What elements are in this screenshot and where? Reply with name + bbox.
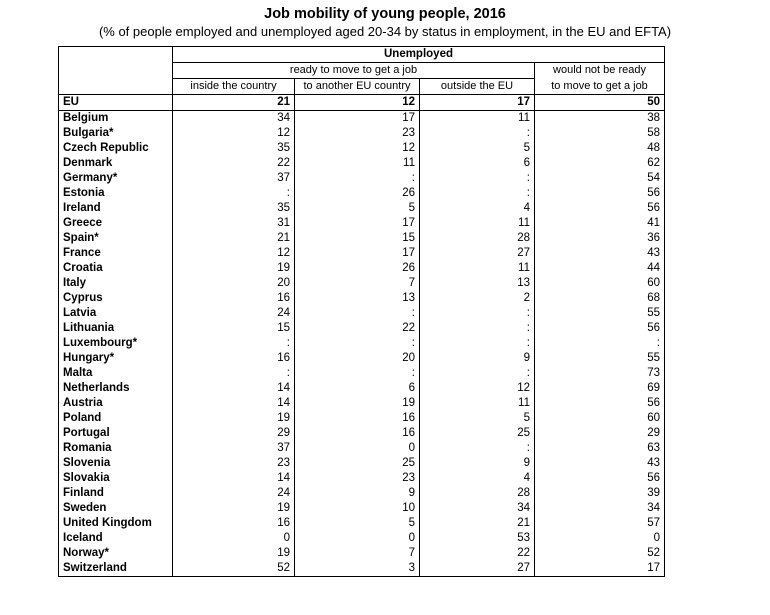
country-cell: Latvia: [59, 306, 173, 321]
outside-eu-cell: :: [420, 306, 535, 321]
outside-eu-cell: 2: [420, 291, 535, 306]
not-ready-cell: 39: [535, 486, 665, 501]
another-eu-country-cell: 13: [295, 291, 420, 306]
table-row: [59, 141, 665, 156]
table-body: [59, 95, 665, 577]
table-row: [59, 306, 665, 321]
table-row: [59, 501, 665, 516]
table-row: [59, 486, 665, 501]
table-row: [59, 156, 665, 171]
table-row: [59, 321, 665, 336]
country-cell: Belgium: [59, 111, 173, 127]
outside-eu-cell: 11: [420, 111, 535, 127]
inside-country-cell: 21: [173, 231, 295, 246]
not-ready-cell: 69: [535, 381, 665, 396]
another-eu-country-cell: 6: [295, 381, 420, 396]
table-row: [59, 171, 665, 186]
inside-country-cell: 19: [173, 546, 295, 561]
another-eu-country-cell: 10: [295, 501, 420, 516]
country-cell: EU: [59, 95, 173, 111]
table-header: [59, 47, 665, 95]
table-row: [59, 126, 665, 141]
inside-country-cell: 19: [173, 261, 295, 276]
country-cell: Estonia: [59, 186, 173, 201]
another-eu-country-cell: 16: [295, 411, 420, 426]
outside-eu-cell: 17: [420, 95, 535, 111]
inside-country-cell: 16: [173, 351, 295, 366]
not-ready-cell: 54: [535, 171, 665, 186]
another-eu-country-cell: 0: [295, 531, 420, 546]
table-row: [59, 246, 665, 261]
inside-country-cell: 35: [173, 201, 295, 216]
another-eu-country-cell: 5: [295, 201, 420, 216]
inside-country-cell: 19: [173, 411, 295, 426]
table-row: [59, 441, 665, 456]
country-cell: Norway*: [59, 546, 173, 561]
header-outside-eu: outside the EU: [420, 79, 535, 95]
inside-country-cell: 24: [173, 306, 295, 321]
table-row: [59, 396, 665, 411]
table-row: [59, 261, 665, 276]
not-ready-cell: 36: [535, 231, 665, 246]
table-row: [59, 291, 665, 306]
outside-eu-cell: 28: [420, 231, 535, 246]
inside-country-cell: 20: [173, 276, 295, 291]
outside-eu-cell: 6: [420, 156, 535, 171]
not-ready-cell: :: [535, 336, 665, 351]
inside-country-cell: 16: [173, 291, 295, 306]
table-row: [59, 201, 665, 216]
outside-eu-cell: :: [420, 321, 535, 336]
country-cell: Sweden: [59, 501, 173, 516]
country-cell: Hungary*: [59, 351, 173, 366]
another-eu-country-cell: 12: [295, 141, 420, 156]
inside-country-cell: 35: [173, 141, 295, 156]
another-eu-country-cell: 5: [295, 516, 420, 531]
outside-eu-cell: :: [420, 171, 535, 186]
table-row: [59, 186, 665, 201]
another-eu-country-cell: 23: [295, 126, 420, 141]
not-ready-cell: 58: [535, 126, 665, 141]
not-ready-cell: 68: [535, 291, 665, 306]
table-row: [59, 411, 665, 426]
country-cell: Greece: [59, 216, 173, 231]
country-cell: Czech Republic: [59, 141, 173, 156]
country-cell: Poland: [59, 411, 173, 426]
inside-country-cell: 12: [173, 126, 295, 141]
country-cell: Switzerland: [59, 561, 173, 577]
country-cell: Denmark: [59, 156, 173, 171]
not-ready-cell: 44: [535, 261, 665, 276]
country-cell: Germany*: [59, 171, 173, 186]
another-eu-country-cell: 9: [295, 486, 420, 501]
header-empty-cell: [59, 79, 173, 95]
outside-eu-cell: 27: [420, 561, 535, 577]
outside-eu-cell: 11: [420, 396, 535, 411]
inside-country-cell: 22: [173, 156, 295, 171]
another-eu-country-cell: 15: [295, 231, 420, 246]
outside-eu-cell: 11: [420, 216, 535, 231]
inside-country-cell: 37: [173, 441, 295, 456]
another-eu-country-cell: :: [295, 306, 420, 321]
table-row: [59, 216, 665, 231]
header-empty-cell: [59, 47, 173, 63]
outside-eu-cell: 9: [420, 456, 535, 471]
country-cell: Romania: [59, 441, 173, 456]
inside-country-cell: 16: [173, 516, 295, 531]
inside-country-cell: 37: [173, 171, 295, 186]
not-ready-cell: 56: [535, 396, 665, 411]
not-ready-cell: 38: [535, 111, 665, 127]
inside-country-cell: 34: [173, 111, 295, 127]
outside-eu-cell: 21: [420, 516, 535, 531]
another-eu-country-cell: 26: [295, 186, 420, 201]
outside-eu-cell: 9: [420, 351, 535, 366]
outside-eu-cell: 22: [420, 546, 535, 561]
table-row: [59, 426, 665, 441]
inside-country-cell: 15: [173, 321, 295, 336]
table-row: [59, 546, 665, 561]
another-eu-country-cell: 11: [295, 156, 420, 171]
header-another-eu-country: to another EU country: [295, 79, 420, 95]
country-cell: Malta: [59, 366, 173, 381]
country-cell: Italy: [59, 276, 173, 291]
country-cell: Luxembourg*: [59, 336, 173, 351]
header-unemployed: Unemployed: [173, 47, 665, 63]
another-eu-country-cell: 23: [295, 471, 420, 486]
not-ready-cell: 56: [535, 186, 665, 201]
inside-country-cell: 52: [173, 561, 295, 577]
not-ready-cell: 60: [535, 411, 665, 426]
country-cell: France: [59, 246, 173, 261]
outside-eu-cell: 11: [420, 261, 535, 276]
another-eu-country-cell: 17: [295, 111, 420, 127]
outside-eu-cell: 5: [420, 141, 535, 156]
outside-eu-cell: 28: [420, 486, 535, 501]
country-cell: Netherlands: [59, 381, 173, 396]
another-eu-country-cell: 19: [295, 396, 420, 411]
table-row: [59, 531, 665, 546]
inside-country-cell: 0: [173, 531, 295, 546]
outside-eu-cell: 4: [420, 471, 535, 486]
inside-country-cell: 14: [173, 396, 295, 411]
not-ready-cell: 73: [535, 366, 665, 381]
country-cell: Finland: [59, 486, 173, 501]
not-ready-cell: 48: [535, 141, 665, 156]
not-ready-cell: 34: [535, 501, 665, 516]
outside-eu-cell: 25: [420, 426, 535, 441]
inside-country-cell: :: [173, 366, 295, 381]
table-row: [59, 111, 665, 127]
country-cell: Cyprus: [59, 291, 173, 306]
table-row: [59, 231, 665, 246]
country-cell: Bulgaria*: [59, 126, 173, 141]
outside-eu-cell: 27: [420, 246, 535, 261]
another-eu-country-cell: 17: [295, 216, 420, 231]
another-eu-country-cell: :: [295, 336, 420, 351]
country-cell: Spain*: [59, 231, 173, 246]
table-row: [59, 366, 665, 381]
not-ready-cell: 57: [535, 516, 665, 531]
inside-country-cell: 23: [173, 456, 295, 471]
inside-country-cell: 19: [173, 501, 295, 516]
another-eu-country-cell: 26: [295, 261, 420, 276]
country-cell: Slovenia: [59, 456, 173, 471]
outside-eu-cell: 5: [420, 411, 535, 426]
another-eu-country-cell: 0: [295, 441, 420, 456]
not-ready-cell: 0: [535, 531, 665, 546]
not-ready-cell: 55: [535, 306, 665, 321]
another-eu-country-cell: 22: [295, 321, 420, 336]
not-ready-cell: 56: [535, 471, 665, 486]
not-ready-cell: 17: [535, 561, 665, 577]
outside-eu-cell: 53: [420, 531, 535, 546]
not-ready-cell: 56: [535, 201, 665, 216]
document-title: Job mobility of young people, 2016: [264, 6, 506, 22]
another-eu-country-cell: :: [295, 366, 420, 381]
inside-country-cell: 12: [173, 246, 295, 261]
inside-country-cell: 14: [173, 381, 295, 396]
another-eu-country-cell: 16: [295, 426, 420, 441]
table-row: [59, 471, 665, 486]
outside-eu-cell: :: [420, 186, 535, 201]
inside-country-cell: :: [173, 186, 295, 201]
inside-country-cell: 29: [173, 426, 295, 441]
table-row: [59, 456, 665, 471]
country-cell: Slovakia: [59, 471, 173, 486]
outside-eu-cell: 12: [420, 381, 535, 396]
not-ready-cell: 60: [535, 276, 665, 291]
another-eu-country-cell: 12: [295, 95, 420, 111]
another-eu-country-cell: 7: [295, 276, 420, 291]
mobility-table: [58, 46, 665, 577]
not-ready-cell: 52: [535, 546, 665, 561]
not-ready-cell: 55: [535, 351, 665, 366]
country-cell: Portugal: [59, 426, 173, 441]
not-ready-cell: 62: [535, 156, 665, 171]
not-ready-cell: 41: [535, 216, 665, 231]
header-inside-country: inside the country: [173, 79, 295, 95]
another-eu-country-cell: 7: [295, 546, 420, 561]
inside-country-cell: 31: [173, 216, 295, 231]
header-not-ready-line2: to move to get a job: [535, 79, 665, 95]
country-cell: Croatia: [59, 261, 173, 276]
country-cell: United Kingdom: [59, 516, 173, 531]
another-eu-country-cell: :: [295, 171, 420, 186]
inside-country-cell: 24: [173, 486, 295, 501]
table-row: [59, 276, 665, 291]
header-empty-cell: [59, 63, 173, 79]
not-ready-cell: 63: [535, 441, 665, 456]
another-eu-country-cell: 3: [295, 561, 420, 577]
inside-country-cell: 14: [173, 471, 295, 486]
another-eu-country-cell: 25: [295, 456, 420, 471]
outside-eu-cell: :: [420, 126, 535, 141]
another-eu-country-cell: 20: [295, 351, 420, 366]
table-row: [59, 351, 665, 366]
header-not-ready-line1: would not be ready: [535, 63, 665, 79]
outside-eu-cell: :: [420, 441, 535, 456]
table-row: [59, 336, 665, 351]
table-row: [59, 516, 665, 531]
inside-country-cell: :: [173, 336, 295, 351]
country-cell: Ireland: [59, 201, 173, 216]
not-ready-cell: 43: [535, 456, 665, 471]
outside-eu-cell: 13: [420, 276, 535, 291]
outside-eu-cell: :: [420, 366, 535, 381]
header-ready-to-move: ready to move to get a job: [173, 63, 535, 79]
not-ready-cell: 56: [535, 321, 665, 336]
document-subtitle: (% of people employed and unemployed aged 20-34 by status in employment, in the EU and EFTA): [98, 24, 672, 39]
inside-country-cell: 21: [173, 95, 295, 111]
another-eu-country-cell: 17: [295, 246, 420, 261]
outside-eu-cell: 34: [420, 501, 535, 516]
outside-eu-cell: 4: [420, 201, 535, 216]
country-cell: Austria: [59, 396, 173, 411]
outside-eu-cell: :: [420, 336, 535, 351]
not-ready-cell: 50: [535, 95, 665, 111]
country-cell: Lithuania: [59, 321, 173, 336]
table-row: [59, 381, 665, 396]
table-row: [59, 561, 665, 577]
not-ready-cell: 29: [535, 426, 665, 441]
not-ready-cell: 43: [535, 246, 665, 261]
table-row: [59, 95, 665, 111]
country-cell: Iceland: [59, 531, 173, 546]
